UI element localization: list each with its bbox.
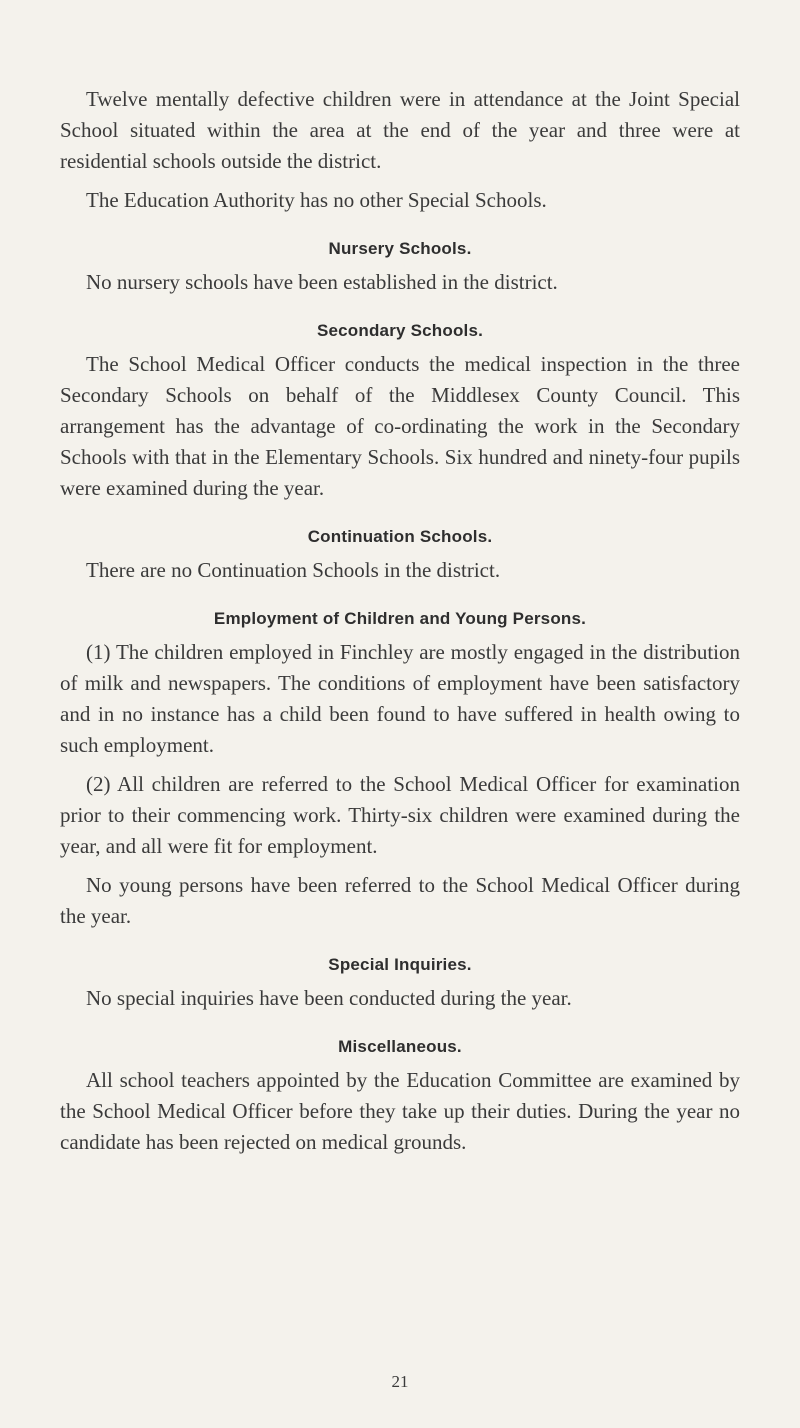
section-nursery-schools [60,238,740,298]
section-secondary-schools [60,320,740,504]
section-paragraph: All school teachers appointed by the Education Committee are examined by the School Medical Officer before they take up their duties. During the year no candidate has been rejected on medical grounds. [60,1068,740,1154]
section-heading: Secondary Schools. [316,321,484,340]
section-miscellaneous [60,1036,740,1158]
section-heading: Employment of Children and Young Persons. [213,609,587,628]
section-continuation-schools [60,526,740,586]
section-paragraph: The School Medical Officer conducts the medical inspection in the three Secondary Schools on behalf of the Middlesex County Council. This arrangement has the advantage of co-ordinating the work in the Secondary Schools with that in the Elementary Schools. Six hundred and ninety-four pupils were examined during the year. [60,352,740,500]
section-special-inquiries [60,954,740,1014]
section-paragraph: No special inquiries have been conducted during the year. [86,986,572,1010]
section-paragraph: (2) All children are referred to the School Medical Officer for examination prior to their commencing work. Thirty-six children were examined during the year, and all were fit for employment. [60,772,740,858]
document-page [60,84,740,1158]
section-paragraph: No nursery schools have been established in the district. [86,270,558,294]
section-employment [60,608,740,932]
page-number: 21 [391,1372,409,1391]
section-heading: Miscellaneous. [338,1037,462,1056]
section-paragraph: There are no Continuation Schools in the district. [86,558,501,582]
intro-paragraph-special-school: Twelve mentally defective children were in attendance at the Joint Special School situated within the area at the end of the year and three were at residential schools outside the district. [60,87,740,173]
section-heading: Nursery Schools. [328,239,472,258]
intro-paragraph-no-other-schools: The Education Authority has no other Special Schools. [86,188,547,212]
section-paragraph: No young persons have been referred to the School Medical Officer during the year. [60,873,740,928]
section-heading: Special Inquiries. [328,955,472,974]
section-paragraph: (1) The children employed in Finchley are mostly engaged in the distribution of milk and newspapers. The conditions of employment have been satisfactory and in no instance has a child been found to have suffered in health owing to such employment. [60,640,740,757]
section-heading: Continuation Schools. [307,527,493,546]
intro-section [60,84,740,216]
